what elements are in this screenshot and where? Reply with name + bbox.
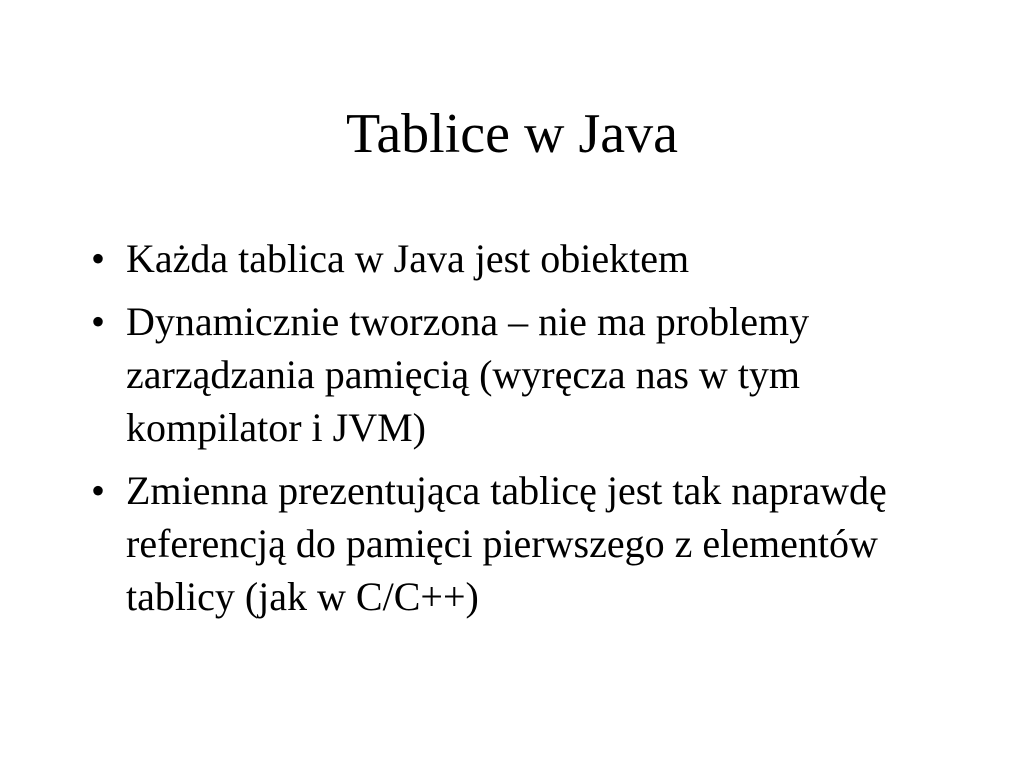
bullet-icon: • bbox=[90, 236, 105, 281]
bullet-item-3 bbox=[88, 464, 948, 623]
bullet-item-1 bbox=[88, 232, 948, 285]
bullet-list bbox=[88, 232, 948, 633]
bullet-text: Dynamicznie tworzona – nie ma problemy zarządzania pamięcią (wyręcza nas w tym kompilator i JVM) bbox=[126, 299, 810, 450]
slide-title: Tablice w Java bbox=[346, 103, 678, 165]
bullet-icon: • bbox=[90, 299, 105, 344]
bullet-text: Zmienna prezentująca tablicę jest tak naprawdę referencją do pamięci pierwszego z elementów tablicy (jak w C/C++) bbox=[126, 468, 887, 619]
bullet-item-2 bbox=[88, 295, 948, 454]
bullet-text: Każda tablica w Java jest obiektem bbox=[126, 236, 690, 281]
bullet-icon: • bbox=[90, 468, 105, 513]
